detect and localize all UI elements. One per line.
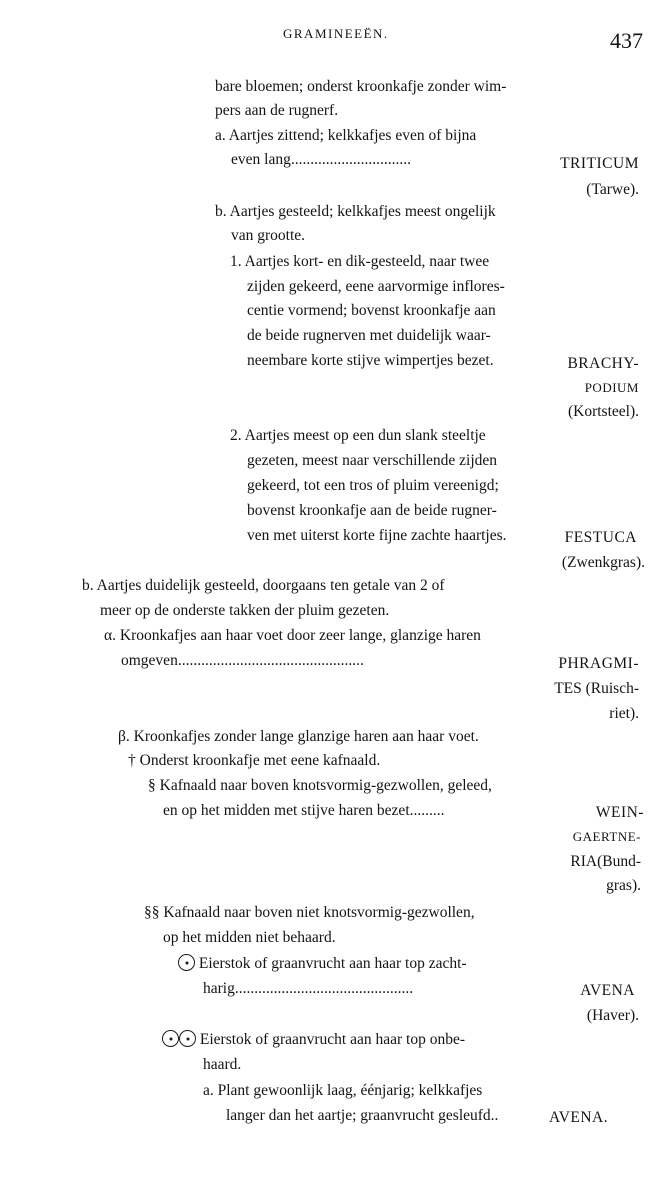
genus-name: TRITICUM bbox=[560, 155, 639, 172]
text-line: α. Kroonkafjes aan haar voet door zeer lange, glanzige haren bbox=[104, 627, 481, 644]
text-line: op het midden niet behaard. bbox=[163, 929, 336, 946]
text-line: † Onderst kroonkafje met eene kafnaald. bbox=[128, 752, 381, 769]
running-header: GRAMINEEËN. bbox=[283, 26, 389, 41]
common-name: (Tarwe). bbox=[586, 181, 639, 198]
text-line: 2. Aartjes meest op een dun slank steeltje bbox=[230, 427, 486, 444]
genus-name: WEIN- bbox=[595, 804, 644, 821]
text-line: gezeten, meest naar verschillende zijden bbox=[247, 452, 498, 469]
text-line: gekeerd, tot een tros of pluim vereenigd; bbox=[247, 477, 499, 494]
text-line: omgeven................................................ bbox=[121, 652, 364, 669]
genus-name: FESTUCA bbox=[564, 529, 637, 546]
text-line: § Kafnaald naar boven knotsvormig-gezwollen, geleed, bbox=[148, 777, 492, 794]
text-line: centie vormend; bovenst kroonkafje aan bbox=[247, 302, 496, 319]
text-line: bovenst kroonkafje aan de beide rugner- bbox=[247, 502, 497, 519]
circle-dot-icon bbox=[179, 1030, 196, 1047]
text-line bbox=[162, 1030, 465, 1050]
genus-name: AVENA bbox=[580, 982, 635, 999]
text-line: a. Plant gewoonlijk laag, éénjarig; kelkkafjes bbox=[203, 1082, 483, 1099]
text-span: Eierstok of graanvrucht aan haar top onbe- bbox=[199, 1031, 465, 1048]
page-number: 437 bbox=[610, 28, 643, 53]
genus-continuation: RIA(Bund- bbox=[570, 853, 641, 870]
genus-name: BRACHY- bbox=[567, 355, 639, 372]
text-line: haard. bbox=[203, 1056, 242, 1073]
text-line: β. Kroonkafjes zonder lange glanzige haren aan haar voet. bbox=[118, 728, 479, 745]
text-line: §§ Kafnaald naar boven niet knotsvormig-gezwollen, bbox=[144, 904, 475, 921]
text-line: b. Aartjes duidelijk gesteeld, doorgaans ten getale van 2 of bbox=[82, 577, 445, 594]
text-line: meer op de onderste takken der pluim gezeten. bbox=[100, 602, 390, 619]
circle-dot-icon bbox=[178, 954, 195, 971]
text-line: pers aan de rugnerf. bbox=[215, 102, 339, 119]
text-span: Eierstok of graanvrucht aan haar top zacht- bbox=[198, 955, 467, 972]
text-line: en op het midden met stijve haren bezet......... bbox=[163, 802, 445, 819]
common-name: (Zwenkgras). bbox=[561, 554, 645, 571]
text-line: even lang............................... bbox=[231, 151, 411, 168]
genus-name: PODIUM bbox=[584, 380, 639, 395]
text-line: harig.............................................. bbox=[203, 980, 414, 997]
text-line: 1. Aartjes kort- en dik-gesteeld, naar twee bbox=[230, 253, 490, 270]
circle-dot-icon bbox=[162, 1030, 179, 1047]
text-line: de beide rugnerven met duidelijk waar- bbox=[247, 327, 491, 344]
genus-continuation: GAERTNE- bbox=[572, 829, 641, 844]
text-line: neembare korte stijve wimpertjes bezet. bbox=[247, 352, 494, 369]
text-line: bare bloemen; onderst kroonkafje zonder wim- bbox=[215, 78, 507, 95]
common-name: gras). bbox=[606, 877, 641, 894]
text-line bbox=[178, 954, 467, 974]
common-name: (Kortsteel). bbox=[567, 403, 639, 420]
common-name: riet). bbox=[609, 705, 639, 722]
common-name: (Haver). bbox=[586, 1007, 639, 1024]
text-line: ven met uiterst korte fijne zachte haartjes. bbox=[247, 527, 507, 544]
text-line: b. Aartjes gesteeld; kelkkafjes meest ongelijk bbox=[215, 203, 496, 220]
genus-name: AVENA. bbox=[549, 1109, 609, 1126]
text-line: zijden gekeerd, eene aarvormige inflores- bbox=[247, 278, 505, 295]
text-line: a. Aartjes zittend; kelkkafjes even of bijna bbox=[215, 127, 477, 144]
genus-name: PHRAGMI- bbox=[558, 655, 639, 672]
text-line: van grootte. bbox=[231, 227, 306, 244]
genus-continuation: TES (Ruisch- bbox=[554, 680, 639, 697]
text-line: langer dan het aartje; graanvrucht gesleufd.. bbox=[226, 1107, 499, 1124]
